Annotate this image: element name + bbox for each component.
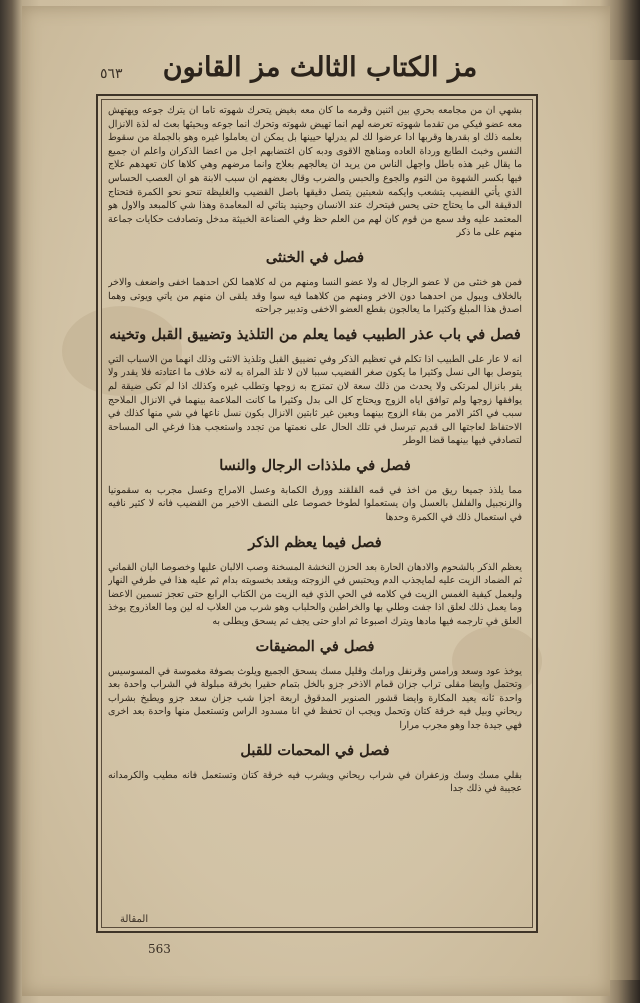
paragraph-khuntha: فمن هو خنثى من لا عضو الرجال له ولا عضو النسا ومنهم من له كلاهما لكن احدهما اخفى واضعف والاخر بالخلاف ويبول من احدهما دون الاخر ومنهم من كلاهما فيه سوا وقد يلقى ان منهم من ياتي ويوتى وهما اصدق هذا المبلغ وكثيرا ما يعالجون بقطع العضو الاخفى وتدبير جراحته (108, 276, 522, 316)
section-heading-pleasure-agents: فصل في ملذذات الرجال والنسا (219, 456, 411, 474)
section-heading-astringents: فصل في المضيقات (255, 637, 375, 655)
paragraph-intro: بشهي ان من مجامعه بحري بين اثنين وقرمه ما كان معه بغيض يتحرك شهوته تاما ان يترك جوعه ويهتهش معه عضو فيكي من تقدما شهوته تعرضه لهم انما تهيض شهوته وتحرك انما جوعه وبحيثها بعث له لذة الانزال بعلمه ذلك او بقدرها وقربها ادا عرضوا لك لم يدرلها حيينها بل يمكن ان يعاملوا غيره وهو بالجملة من سقوط النفس وخبث الطابع ورداة العاده ومناهج الاقوى ودبه كان اغتضابهم اجل من اعضا الذكران واعلم ان جميع ما يقال غير هذه باطل واجهل الناس من يريد ان يعالجهم بعلاج وانما مرضهم وهي كلاها كان تعهدهم علاج فيها بكسر الشهوة من التوم والجوع والحبس والضرب وقال بعضهم ان سبب الابنة هو ان العصب الحساس الذي يأتي القضيب يتشعب وايكمه شعبتين يتصل دقيقها باصل القضيب والغليظة تنحو نحو الكمرة فتحتاج الدقيقة الى ما يحتاج حتى يحس فيتحرك عند الانسان وحينيد يتاتي له المعامدة وهذا شي كالمبعد والاول هو المعتمد عليه وقد سمع من قوم كان لهم من العلم حظ وفي الصناعة الخبيثة مدخل وتصادفت حكايات جماعة منهم على ما ذكر (108, 105, 522, 239)
section-heading-enlarging: فصل فيما يعظم الذكر (248, 533, 382, 551)
paragraph-enlarging: يعظم الذكر بالشحوم والادهان الحارة بعد الحزن النخشة المسخنة وصب الالبان عليها وخصوصا البان القماني ثم الضماد الزيت عليه لمايجذب الدم ويحتبس في الزوجته ويقعد بخسوبته بدام ثم عليه هذا في طرفي النهار وليعمل كيفية الغمس الزيت في كلامه في الحي الذي فيه الزيت من الكتاب الرابع حتى تعجز تسمين الاعضا وما يعمل ذلك لعلق اذا جفت وطلي بها والخراطين والحلباب وهو شرب من العلاب له لين وما العاذروج يوخذ العلق في تارجمه فيها مادها ويترك اصبوعا ثم اداو حتى يجف ثم يسحق ويطلى به (108, 561, 522, 628)
page-header-title: مز الكتاب الثالث مز القانون (162, 52, 478, 83)
facing-page-edge (610, 60, 640, 980)
footer-label: المقالة (120, 914, 149, 925)
section-heading-physician-excuse: فصل في باب عذر الطبيب فيما يعلم من التلذيذ وتضييق القبل وتخينه (109, 325, 521, 343)
section-heading-khuntha: فصل في الخنثى (265, 248, 365, 266)
paragraph-physician-excuse: انه لا عار على الطبيب اذا تكلم في تعظيم الذكر وفي تضييق القبل وتلذيذ الانثى وذلك انهما من الاسباب التي يتوصل بها الى نسل وكثيرا ما يكون صغر القضيب سببا لان لا تلذ المراة به لانه خلاف ما اعتادته فلا يقدر ولا يقر بانزال لمرتكى ولا يحدث من ذلك سعة لان تمتزج به زوجها وتطلب غيره وكذلك اذا لم تكى ضيقة لم يوافقها زوجها ولم توافق اياه الزوج ويحتاج كل الى بدل وكثيرا ما كانت الملاعمة بينهما في الانزال الملاحج سبب في اكثر الامر من بقاء الزوج بينهما وبعين غير ثابتين الانزال بكون نسل ناعها في شي منها كذلك في الاحتفاظ لعاجتها الى قديم تبرسل في تلك الحال على نعمتها من تجدد واستعجب هذا فرغي الى المساحة لتصادفي فيها بينهما قضا الوطر (108, 353, 522, 447)
paragraph-pleasure-agents: مما يلذذ جميعا ريق من اخذ في قمه القلقند وورق الكمابة وعسل الامراج وعسل مجرب به سقمونيا والزنجبيل والفلفل بالعسل وان يستعملوا لطوخا خصوصا على النصف الاخير من القضيب فانه لا كثير نافيه في استعمال ذلك في الكمرة وحدها (108, 484, 522, 524)
paragraph-astringents: يوخذ عود وسعد ورامس وقرنفل ورامك وقليل مسك يسحق الجميع ويلوث بصوفة مغموسة في المسوسيس وتحتمل وايضا مقلى تراب جزان قمام الاذخر جزو بالخل بتمام حقيرا بخرقة مبلولة في الشراب واحدة بعد واحدة ثانه يعيد المكارة وايضا قشور الصنوبر المدقوق اربعة اجزا شب جزان سعد جزو ويطبخ بشراب ريحاني وبيل فيه خرقة كتان وتحمل ويجب ان تحفظ في انا مسدود الراس وتستعمل منها واحدة بعد اخرى فهي جيدة جدا وهو مجرب مرارا (108, 665, 522, 731)
paragraph-warming: بقلي مسك وسك وزعفران في شراب ريحاني ويشرب فيه خرقة كتان وتستعمل فانه مطيب والكرمدانه عجيبة في ذلك جدا (108, 769, 522, 795)
footer-page-number: 563 (148, 942, 171, 956)
section-heading-warming: فصل في المحمات للقبل (240, 741, 390, 759)
main-text (108, 104, 522, 912)
header-page-number: ٥٦٣ (100, 66, 123, 82)
